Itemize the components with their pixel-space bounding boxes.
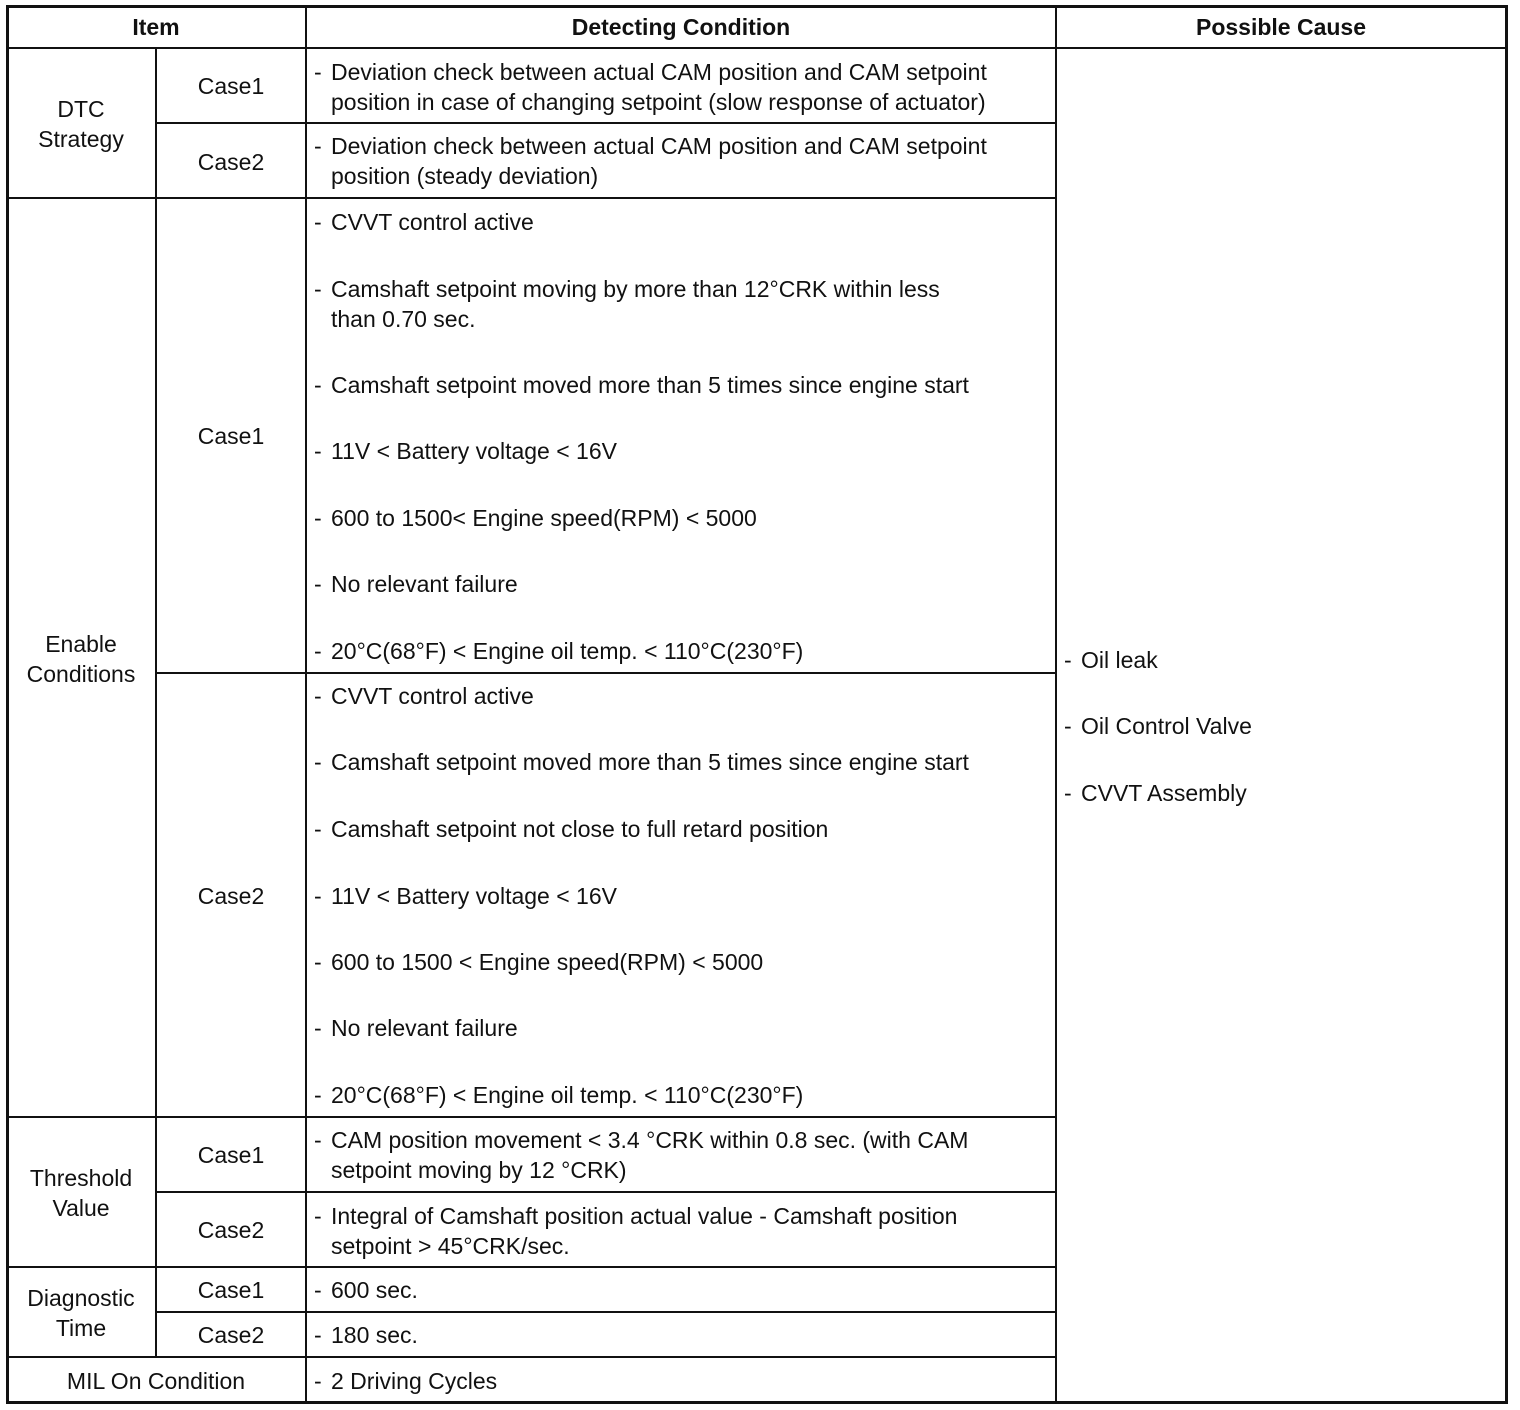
row-label-diagnostic-time: Time (55, 1315, 107, 1341)
row-label-threshold-value: Threshold (29, 1165, 133, 1191)
diagnostic-table: Item Detecting Condition Possible Cause DTC Strategy Case1 - Deviation check between actual CAM position and CAM setpoint position in case of changing setpoint (slow response of actuator) Case2 - Deviation check between actual CAM position and CAM setpoint position (steady deviation) Enable Conditions Case1 - CVVT control active - Camshaft setpoint moving by more than 12°CRK within less than 0.70 sec. - Camshaft setpoint moved more than 5 times since engine start - 11V < Battery voltage < 16V - 600 to 1500< Engine speed(RPM) < 5000 - No relevant failure - 20°C(68°F) < Engine oil temp. < 110°C(230°F) Case2 - CVVT control active - Camshaft setpoint moved more than 5 times since engine start - Camshaft setpoint not close to full retard position - 11V < Battery voltage < 16V - 600 to 1500 < Engine speed(RPM) < 5000 - No relevant failure - 20°C(68°F) < Engine oil temp. < 110°C(230°F) Threshold Value Case1 - CAM position movement < 3.4 °CRK within 0.8 sec. (with CAM setpoint moving by 12 °CRK) Case2 - Integral of Camshaft position actual value - Camshaft position setpoint > 45°CRK/sec. Diagnostic Time Case1 - 600 sec. Case2 - 180 sec. MIL On Condition - 2 Driving Cycles - Oil leak - Oil Control Valve - CVVT Assembly (0, 0, 1520, 1410)
col-divider-cause (1055, 5, 1057, 1404)
row-line (155, 672, 1057, 674)
case-label: Case1 (197, 1142, 265, 1168)
row-line (6, 1116, 1057, 1118)
case-label: Case2 (197, 1217, 265, 1243)
row-label-enable-conditions: Conditions (26, 661, 136, 687)
case-label: Case2 (197, 149, 265, 175)
frame-top (6, 5, 1508, 8)
case-label: Case2 (197, 883, 265, 909)
row-line (6, 1266, 1057, 1268)
row-label-diagnostic-time: Diagnostic (27, 1285, 135, 1311)
row-label-enable-conditions: Enable (45, 631, 117, 657)
header-divider (6, 47, 1508, 49)
row-line (155, 1311, 1057, 1313)
col-divider-condition (305, 5, 307, 1404)
row-label-threshold-value: Value (52, 1195, 110, 1221)
case-label: Case1 (197, 423, 265, 449)
case-label: Case1 (197, 1277, 265, 1303)
row-label-dtc-strategy: Strategy (38, 126, 124, 152)
header-detecting-condition: Detecting Condition (571, 14, 791, 40)
frame-right (1505, 5, 1508, 1404)
header-possible-cause: Possible Cause (1195, 14, 1367, 40)
row-line (6, 197, 1057, 199)
row-line (155, 122, 1057, 124)
row-line (6, 1356, 1057, 1358)
row-label-mil-on-condition: MIL On Condition (66, 1368, 246, 1394)
header-item: Item (132, 14, 180, 40)
case-label: Case2 (197, 1322, 265, 1348)
frame-bottom (6, 1401, 1508, 1404)
row-label-dtc-strategy: DTC (57, 96, 105, 122)
row-line (155, 1191, 1057, 1193)
case-label: Case1 (197, 73, 265, 99)
